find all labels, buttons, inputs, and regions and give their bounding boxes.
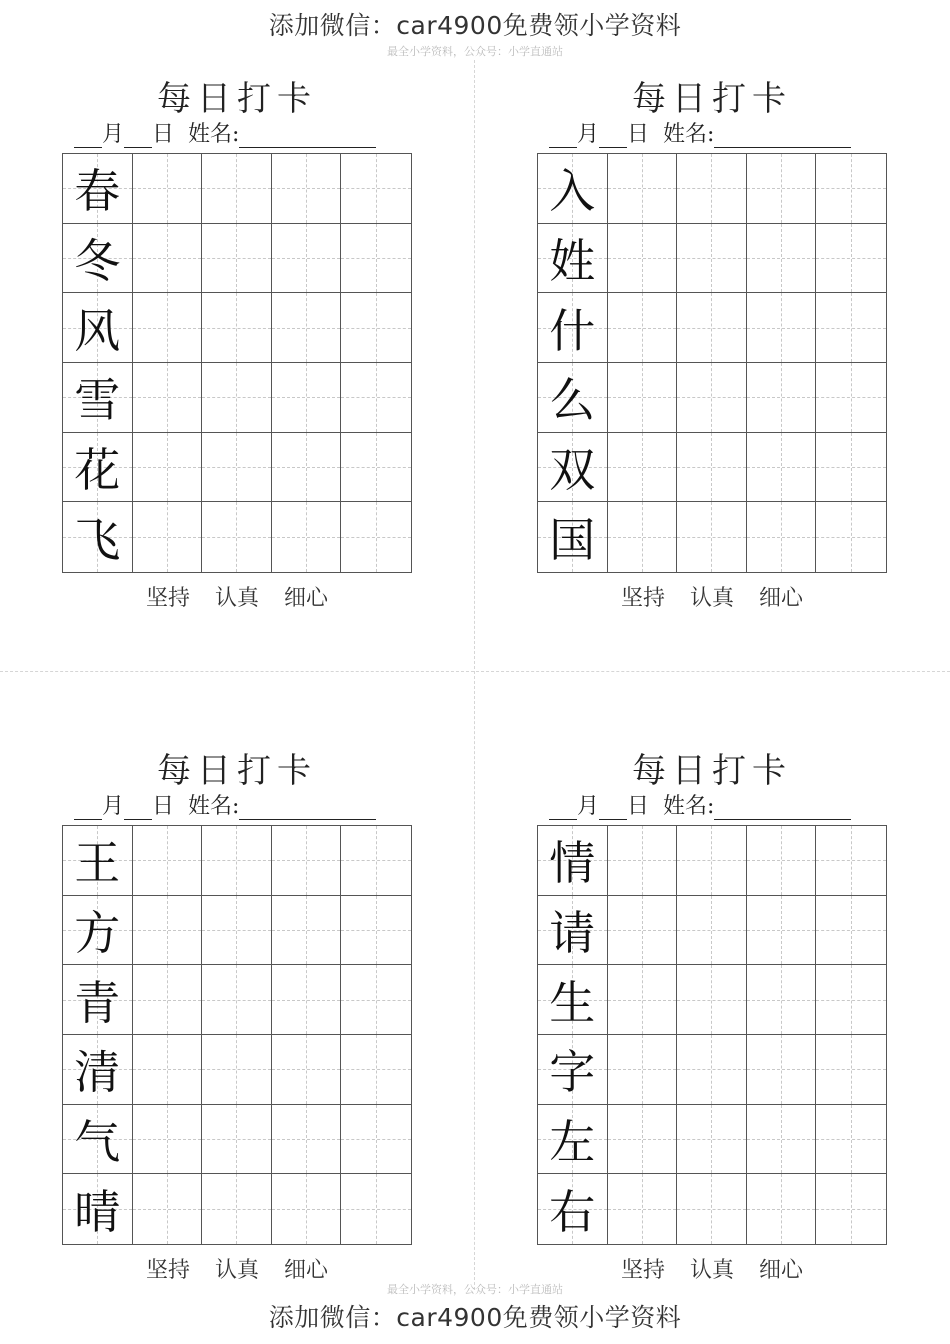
writing-cell[interactable]	[608, 1174, 678, 1244]
writing-cell[interactable]	[677, 1174, 747, 1244]
writing-cell[interactable]	[816, 433, 886, 503]
writing-cell[interactable]	[608, 502, 678, 572]
practice-grid	[62, 825, 412, 1245]
motto-word: 坚持	[145, 586, 190, 611]
model-character-cell	[63, 1174, 133, 1244]
model-character: 情	[549, 836, 596, 891]
writing-cell[interactable]	[202, 224, 272, 294]
model-character: 花	[74, 442, 121, 497]
writing-cell[interactable]	[677, 965, 747, 1035]
writing-cell[interactable]	[341, 896, 411, 966]
date-name-line	[549, 789, 851, 820]
writing-cell[interactable]	[272, 896, 342, 966]
model-character-cell	[63, 293, 133, 363]
practice-grid	[62, 153, 412, 573]
model-character: 字	[549, 1045, 596, 1100]
writing-cell[interactable]	[272, 363, 342, 433]
writing-cell[interactable]	[133, 1035, 203, 1105]
writing-cell[interactable]	[816, 502, 886, 572]
writing-cell[interactable]	[608, 224, 678, 294]
date-name-line	[74, 789, 376, 820]
month-blank[interactable]	[74, 797, 102, 820]
motto-line	[62, 1253, 412, 1284]
motto-line	[537, 581, 887, 612]
writing-cell[interactable]	[816, 1174, 886, 1244]
writing-cell[interactable]	[341, 1105, 411, 1175]
model-character-cell	[63, 896, 133, 966]
model-character-cell	[538, 224, 608, 294]
date-name-line	[549, 117, 851, 148]
model-character: 晴	[74, 1185, 121, 1240]
motto-word: 认真	[689, 586, 734, 611]
writing-cell[interactable]	[677, 1105, 747, 1175]
motto-word: 细心	[759, 1258, 804, 1283]
writing-cell[interactable]	[341, 293, 411, 363]
writing-cell[interactable]	[133, 1105, 203, 1175]
name-label: 姓名:	[663, 122, 715, 147]
writing-cell[interactable]	[202, 363, 272, 433]
writing-cell[interactable]	[202, 896, 272, 966]
writing-cell[interactable]	[202, 433, 272, 503]
model-character: 清	[74, 1045, 121, 1100]
writing-cell[interactable]	[133, 293, 203, 363]
writing-cell[interactable]	[202, 1174, 272, 1244]
footer-banner: 添加微信：car4900免费领小学资料	[268, 1303, 682, 1332]
model-character: 国	[549, 513, 596, 568]
date-name-line	[74, 117, 376, 148]
model-character: 生	[549, 975, 596, 1030]
card-title: 每日打卡	[632, 79, 792, 119]
motto-word: 认真	[689, 1258, 734, 1283]
header-banner: 添加微信：car4900免费领小学资料	[268, 11, 682, 40]
month-blank[interactable]	[549, 125, 577, 148]
model-character: 冬	[74, 233, 121, 288]
writing-cell[interactable]	[272, 965, 342, 1035]
motto-word: 坚持	[145, 1258, 190, 1283]
model-character: 风	[74, 303, 121, 358]
model-character-cell	[538, 293, 608, 363]
writing-cell[interactable]	[272, 826, 342, 896]
day-blank[interactable]	[124, 797, 152, 820]
model-character: 雪	[74, 373, 121, 428]
writing-cell[interactable]	[272, 224, 342, 294]
model-character: 姓	[549, 233, 596, 288]
writing-cell[interactable]	[747, 363, 817, 433]
writing-cell[interactable]	[341, 154, 411, 224]
model-character: 飞	[74, 513, 121, 568]
writing-cell[interactable]	[608, 293, 678, 363]
model-character: 双	[549, 442, 596, 497]
writing-cell[interactable]	[747, 433, 817, 503]
model-character-cell	[63, 502, 133, 572]
writing-cell[interactable]	[133, 363, 203, 433]
writing-cell[interactable]	[341, 1035, 411, 1105]
name-label: 姓名:	[663, 794, 715, 819]
writing-cell[interactable]	[747, 896, 817, 966]
model-character-cell	[538, 896, 608, 966]
month-label: 月	[577, 794, 600, 819]
writing-cell[interactable]	[202, 502, 272, 572]
model-character-cell	[538, 502, 608, 572]
name-blank[interactable]	[714, 797, 851, 820]
day-label: 日	[627, 122, 650, 147]
writing-cell[interactable]	[133, 1174, 203, 1244]
horizontal-cut-line	[0, 671, 950, 672]
name-blank[interactable]	[239, 125, 376, 148]
writing-cell[interactable]	[608, 1035, 678, 1105]
model-character-cell	[538, 363, 608, 433]
day-label: 日	[627, 794, 650, 819]
writing-cell[interactable]	[133, 433, 203, 503]
writing-cell[interactable]	[272, 154, 342, 224]
motto-line	[62, 581, 412, 612]
writing-cell[interactable]	[747, 154, 817, 224]
day-blank[interactable]	[124, 125, 152, 148]
writing-cell[interactable]	[747, 826, 817, 896]
writing-cell[interactable]	[341, 502, 411, 572]
model-character-cell	[63, 1035, 133, 1105]
writing-cell[interactable]	[341, 224, 411, 294]
writing-cell[interactable]	[202, 826, 272, 896]
writing-cell[interactable]	[202, 1105, 272, 1175]
header-faint-text: 最全小学资料，公众号：小学直通站	[387, 45, 563, 58]
writing-cell[interactable]	[747, 224, 817, 294]
writing-cell[interactable]	[747, 502, 817, 572]
model-character-cell	[538, 433, 608, 503]
writing-cell[interactable]	[816, 826, 886, 896]
writing-cell[interactable]	[608, 154, 678, 224]
model-character: 青	[74, 975, 121, 1030]
model-character-cell	[63, 826, 133, 896]
motto-line	[537, 1253, 887, 1284]
writing-cell[interactable]	[677, 433, 747, 503]
writing-cell[interactable]	[677, 363, 747, 433]
writing-cell[interactable]	[747, 293, 817, 363]
writing-cell[interactable]	[677, 154, 747, 224]
motto-word: 细心	[759, 586, 804, 611]
model-character: 么	[549, 373, 596, 428]
writing-cell[interactable]	[608, 363, 678, 433]
writing-cell[interactable]	[341, 1174, 411, 1244]
writing-cell[interactable]	[747, 1035, 817, 1105]
writing-cell[interactable]	[133, 896, 203, 966]
model-character-cell	[538, 826, 608, 896]
writing-cell[interactable]	[202, 1035, 272, 1105]
writing-cell[interactable]	[677, 293, 747, 363]
month-label: 月	[577, 122, 600, 147]
practice-grid	[537, 825, 887, 1245]
name-label: 姓名:	[188, 122, 240, 147]
month-label: 月	[102, 122, 125, 147]
practice-grid	[537, 153, 887, 573]
writing-cell[interactable]	[608, 1105, 678, 1175]
writing-cell[interactable]	[747, 1174, 817, 1244]
name-blank[interactable]	[239, 797, 376, 820]
writing-cell[interactable]	[133, 965, 203, 1035]
model-character: 入	[549, 164, 596, 219]
model-character: 王	[74, 836, 121, 891]
vertical-cut-line	[474, 60, 475, 1290]
model-character: 什	[549, 303, 596, 358]
month-blank[interactable]	[74, 125, 102, 148]
writing-cell[interactable]	[816, 896, 886, 966]
name-label: 姓名:	[188, 794, 240, 819]
motto-word: 细心	[284, 1258, 329, 1283]
model-character-cell	[538, 154, 608, 224]
writing-cell[interactable]	[677, 826, 747, 896]
writing-cell[interactable]	[608, 965, 678, 1035]
model-character-cell	[63, 1105, 133, 1175]
model-character-cell	[538, 1105, 608, 1175]
writing-cell[interactable]	[816, 363, 886, 433]
model-character: 方	[74, 905, 121, 960]
model-character: 右	[549, 1185, 596, 1240]
model-character: 春	[74, 164, 121, 219]
model-character-cell	[63, 224, 133, 294]
motto-word: 细心	[284, 586, 329, 611]
model-character-cell	[538, 1174, 608, 1244]
card-title: 每日打卡	[632, 751, 792, 791]
writing-cell[interactable]	[272, 293, 342, 363]
card-title: 每日打卡	[157, 79, 317, 119]
writing-cell[interactable]	[816, 1035, 886, 1105]
writing-cell[interactable]	[133, 826, 203, 896]
day-blank[interactable]	[599, 125, 627, 148]
motto-word: 认真	[214, 1258, 259, 1283]
writing-cell[interactable]	[272, 1035, 342, 1105]
writing-cell[interactable]	[747, 965, 817, 1035]
day-label: 日	[152, 122, 175, 147]
writing-cell[interactable]	[202, 154, 272, 224]
model-character-cell	[63, 154, 133, 224]
writing-cell[interactable]	[341, 363, 411, 433]
model-character-cell	[538, 965, 608, 1035]
writing-cell[interactable]	[816, 965, 886, 1035]
writing-cell[interactable]	[677, 224, 747, 294]
name-blank[interactable]	[714, 125, 851, 148]
writing-cell[interactable]	[133, 154, 203, 224]
motto-word: 坚持	[620, 1258, 665, 1283]
writing-cell[interactable]	[608, 826, 678, 896]
writing-cell[interactable]	[608, 896, 678, 966]
writing-cell[interactable]	[677, 896, 747, 966]
model-character-cell	[63, 433, 133, 503]
day-blank[interactable]	[599, 797, 627, 820]
day-label: 日	[152, 794, 175, 819]
writing-cell[interactable]	[272, 433, 342, 503]
month-blank[interactable]	[549, 797, 577, 820]
writing-cell[interactable]	[272, 502, 342, 572]
writing-cell[interactable]	[816, 1105, 886, 1175]
writing-cell[interactable]	[133, 502, 203, 572]
writing-cell[interactable]	[133, 224, 203, 294]
writing-cell[interactable]	[202, 965, 272, 1035]
model-character-cell	[63, 363, 133, 433]
model-character-cell	[63, 965, 133, 1035]
writing-cell[interactable]	[341, 433, 411, 503]
writing-cell[interactable]	[272, 1174, 342, 1244]
model-character: 左	[549, 1114, 596, 1169]
writing-cell[interactable]	[272, 1105, 342, 1175]
model-character: 请	[549, 905, 596, 960]
month-label: 月	[102, 794, 125, 819]
writing-cell[interactable]	[816, 293, 886, 363]
writing-cell[interactable]	[202, 293, 272, 363]
model-character: 气	[74, 1114, 121, 1169]
footer-faint-text: 最全小学资料，公众号：小学直通站	[387, 1283, 563, 1296]
writing-cell[interactable]	[816, 154, 886, 224]
card-title: 每日打卡	[157, 751, 317, 791]
writing-cell[interactable]	[677, 1035, 747, 1105]
writing-cell[interactable]	[341, 965, 411, 1035]
model-character-cell	[538, 1035, 608, 1105]
writing-cell[interactable]	[608, 433, 678, 503]
writing-cell[interactable]	[816, 224, 886, 294]
writing-cell[interactable]	[677, 502, 747, 572]
writing-cell[interactable]	[747, 1105, 817, 1175]
motto-word: 认真	[214, 586, 259, 611]
writing-cell[interactable]	[341, 826, 411, 896]
motto-word: 坚持	[620, 586, 665, 611]
